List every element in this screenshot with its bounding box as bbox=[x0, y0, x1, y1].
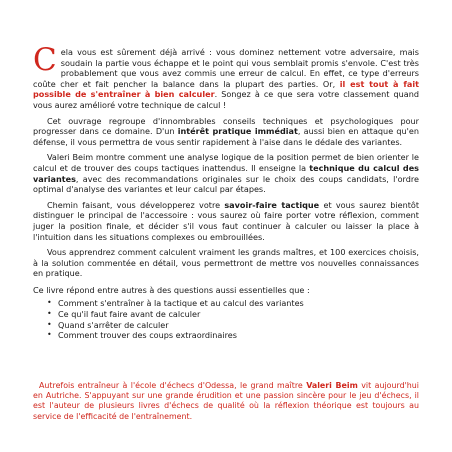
paragraph-2: Cet ouvrage regroupe d'innombrables conseils techniques et psychologiques pour progresser dans ce domaine. D'un intérêt pratique immédiat, aussi bien en attaque qu'en défense, il vous permettra de vous sentir rapidement à l'aise dans le dédale des variantes. bbox=[33, 115, 419, 147]
list-item: • Quand s'arrêter de calculer bbox=[47, 319, 169, 330]
bullet-icon: • bbox=[47, 309, 52, 319]
highlight-phrase: il est tout à fait possible de s'entraîner à bien calculer bbox=[33, 78, 419, 100]
question-list bbox=[33, 298, 419, 340]
description-text bbox=[33, 42, 419, 341]
list-item: • Comment trouver des coups extraordinaires bbox=[47, 330, 237, 341]
paragraph-5: Vous apprendrez comment calculent vraiment les grands maîtres, et 100 exercices choisis, à la solution commentée en détail, vous permettront de mettre vos nouvelles connaissances en pratique. bbox=[33, 247, 419, 279]
list-item: • Comment s'entraîner à la tactique et au calcul des variantes bbox=[47, 298, 304, 309]
author-name: Valeri Beim bbox=[306, 380, 358, 390]
bullet-icon: • bbox=[47, 298, 52, 308]
list-item: • Ce qu'il faut faire avant de calculer bbox=[47, 309, 201, 320]
author-bio: Autrefois entraîneur à l'école d'échecs d'Odessa, le grand maître Valeri Beim vit aujourd'hui en Autriche. S'appuyant sur une grande érudition et une passion sincère pour le jeu d'échecs, il est l'auteur de plusieurs livres d'échecs de qualité où la réflexion théorique est toujours au service de l'efficacité de l'entraînement. bbox=[33, 380, 419, 421]
bold-phrase: intérêt pratique immédiat bbox=[177, 126, 298, 137]
paragraph-4: Chemin faisant, vous développerez votre savoir-faire tactique et vous saurez bientôt distinguer le principal de l'accessoire : vous saurez où faire porter votre réflexion, comment juger la position finale, et décider s'il vous faut continuer à calculer ou laisser la place à l'intuition dans les situations complexes ou embrouillées. bbox=[33, 199, 419, 242]
bullet-icon: • bbox=[47, 319, 52, 329]
intro-paragraph: Cela vous est sûrement déjà arrivé : vous dominez nettement votre adversaire, mais soudain la partie vous échappe et le point qui vous semblait promis s'envole. C'est très probablement que vous avez commis une erreur de calcul. En effet, ce type d'erreurs coûte cher et fait pencher la balance dans la plupart des parties. Or, il est tout à fait possible de s'entraîner à bien calculer. Songez à ce que sera votre classement quand vous aurez amélioré votre technique de calcul ! bbox=[33, 42, 419, 110]
paragraph-3: Valeri Beim montre comment une analyse logique de la position permet de bien orienter le calcul et de trouver des coups tactiques inattendus. Il enseigne la technique du calcul des variantes, avec des recommandations originales sur le choix des coups candidats, l'ordre optimal d'analyse des variantes et leur calcul par étapes. bbox=[33, 152, 419, 195]
bold-phrase: savoir-faire tactique bbox=[224, 199, 320, 210]
bold-phrase: technique du calcul des variantes bbox=[33, 162, 419, 184]
drop-cap: C bbox=[33, 42, 57, 78]
list-lead-in: Ce livre répond entre autres à des questions aussi essentielles que : bbox=[33, 284, 310, 295]
bullet-icon: • bbox=[47, 330, 52, 340]
